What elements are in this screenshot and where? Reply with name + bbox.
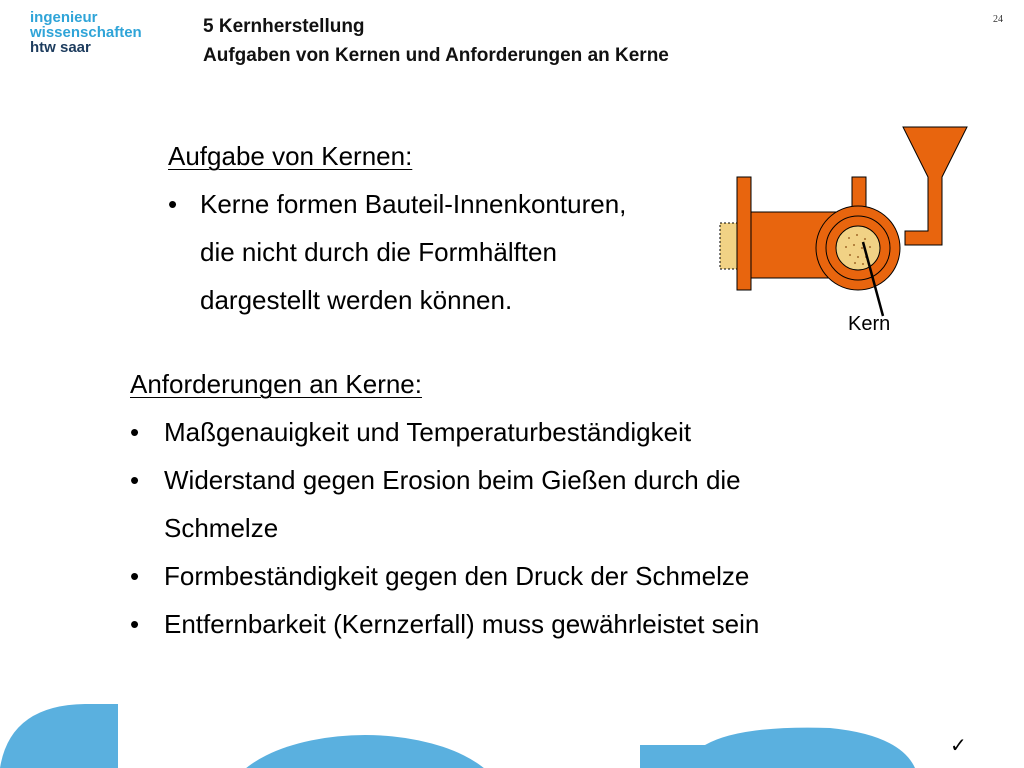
htw-saar-logo (30, 10, 142, 55)
anforderung-text: Entfernbarkeit (Kernzerfall) muss gewährleistet sein (164, 609, 760, 639)
anforderung-text: Formbeständigkeit gegen den Druck der Schmelze (164, 561, 750, 591)
anforderung-item (130, 408, 759, 456)
anforderungen-section (130, 360, 759, 648)
anforderung-continuation: Schmelze (164, 513, 279, 543)
bullet-dot: • (130, 561, 140, 591)
aufgabe-line-1: Kerne formen Bauteil-Innenkonturen, (200, 189, 627, 219)
anforderungen-heading: Anforderungen an Kerne: (130, 369, 422, 399)
decor-arc-right (640, 728, 915, 768)
slide-subtitle: Aufgaben von Kernen und Anforderungen an Kerne (203, 45, 669, 66)
core-label: Kern (848, 313, 891, 335)
checkmark-icon: ✓ (950, 735, 967, 757)
page-number: 24 (993, 14, 1003, 25)
core-print-left (720, 223, 738, 269)
bullet-dot: • (168, 189, 178, 219)
anforderung-item (130, 456, 759, 504)
funnel-sprue (903, 127, 967, 245)
anforderung-item (130, 600, 759, 648)
logo-line-2: wissenschaften (30, 24, 142, 41)
anforderung-text: Widerstand gegen Erosion beim Gießen durch die (164, 465, 741, 495)
aufgabe-line-2: die nicht durch die Formhälften (200, 237, 557, 267)
core-mold-diagram (715, 120, 975, 340)
aufgabe-heading: Aufgabe von Kernen: (168, 141, 413, 171)
aufgabe-bullet (168, 180, 626, 228)
core (836, 226, 880, 270)
logo-line-1: ingenieur (30, 9, 98, 26)
bullet-dot: • (130, 417, 140, 447)
left-riser (737, 177, 751, 290)
decor-arc-left (0, 704, 118, 768)
anforderung-item (130, 552, 759, 600)
slide-title: 5 Kernherstellung (203, 16, 365, 37)
slide-header (203, 12, 669, 70)
aufgabe-section (168, 132, 626, 324)
top-riser (852, 177, 866, 207)
bullet-dot: • (130, 465, 140, 495)
decor-arc-center (225, 735, 505, 768)
anforderung-text: Maßgenauigkeit und Temperaturbeständigkeit (164, 417, 692, 447)
bullet-dot: • (130, 609, 140, 639)
aufgabe-line-3: dargestellt werden können. (200, 285, 513, 315)
logo-line-3: htw saar (30, 39, 91, 56)
